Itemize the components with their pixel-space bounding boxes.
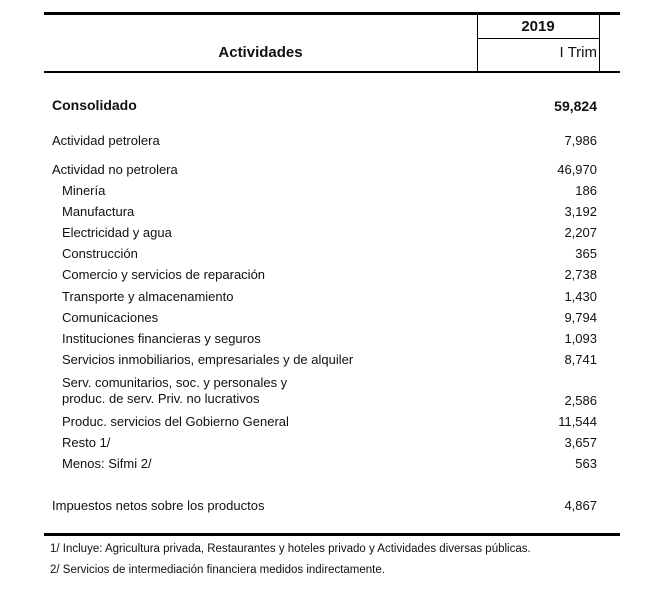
row-label: Comunicaciones bbox=[62, 310, 159, 325]
gdp-table bbox=[44, 0, 620, 591]
footnote-1: 1/ Incluye: Agricultura privada, Restaurantes y hoteles privado y Actividades diversas públicas. bbox=[50, 543, 531, 555]
row-label: Menos: Sifmi 2/ bbox=[62, 456, 152, 471]
row-label: Electricidad y agua bbox=[62, 225, 172, 240]
column-divider-right bbox=[599, 14, 600, 72]
top-rule bbox=[44, 12, 620, 15]
row-label: Servicios inmobiliarios, empresariales y de alquiler bbox=[62, 352, 354, 367]
row-value: 1,093 bbox=[564, 331, 597, 346]
row-value: 11,544 bbox=[558, 414, 597, 429]
row-label: Transporte y almacenamiento bbox=[62, 289, 234, 304]
row-value: 9,794 bbox=[564, 310, 597, 325]
row-label: Impuestos netos sobre los productos bbox=[52, 498, 265, 513]
row-label: Serv. comunitarios, soc. y personales y produc. de serv. Priv. no lucrativos bbox=[62, 375, 288, 406]
row-value: 1,430 bbox=[564, 289, 597, 304]
row-value: 2,586 bbox=[564, 393, 597, 408]
row-label: Construcción bbox=[62, 246, 138, 261]
row-value: 2,738 bbox=[564, 267, 597, 282]
row-label: Actividad petrolera bbox=[52, 133, 160, 148]
row-label: Resto 1/ bbox=[62, 435, 111, 450]
row-label: Produc. servicios del Gobierno General bbox=[62, 414, 289, 429]
row-value: 3,192 bbox=[564, 204, 597, 219]
header-activities: Actividades bbox=[218, 44, 303, 61]
row-value: 3,657 bbox=[564, 435, 597, 450]
row-value: 563 bbox=[575, 456, 597, 471]
row-value: 365 bbox=[575, 246, 597, 261]
header-rule bbox=[44, 71, 620, 73]
row-label: Manufactura bbox=[62, 204, 135, 219]
bottom-rule bbox=[44, 533, 620, 536]
row-value: 8,741 bbox=[564, 352, 597, 367]
header-period: I Trim bbox=[559, 44, 597, 61]
footnote-2: 2/ Servicios de intermediación financiera medidos indirectamente. bbox=[50, 564, 385, 576]
row-value: 186 bbox=[575, 183, 597, 198]
row-label: Instituciones financieras y seguros bbox=[62, 331, 261, 346]
row-value: 2,207 bbox=[564, 225, 597, 240]
row-value: 4,867 bbox=[564, 498, 597, 513]
header-year: 2019 bbox=[521, 18, 555, 35]
row-label: Actividad no petrolera bbox=[52, 162, 178, 177]
row-value: 59,824 bbox=[554, 98, 597, 114]
header-sub-rule bbox=[477, 38, 599, 39]
row-value: 7,986 bbox=[564, 133, 597, 148]
row-label: Consolidado bbox=[52, 97, 137, 113]
row-value: 46,970 bbox=[557, 162, 597, 177]
row-label: Comercio y servicios de reparación bbox=[62, 267, 266, 282]
row-label: Minería bbox=[62, 183, 106, 198]
